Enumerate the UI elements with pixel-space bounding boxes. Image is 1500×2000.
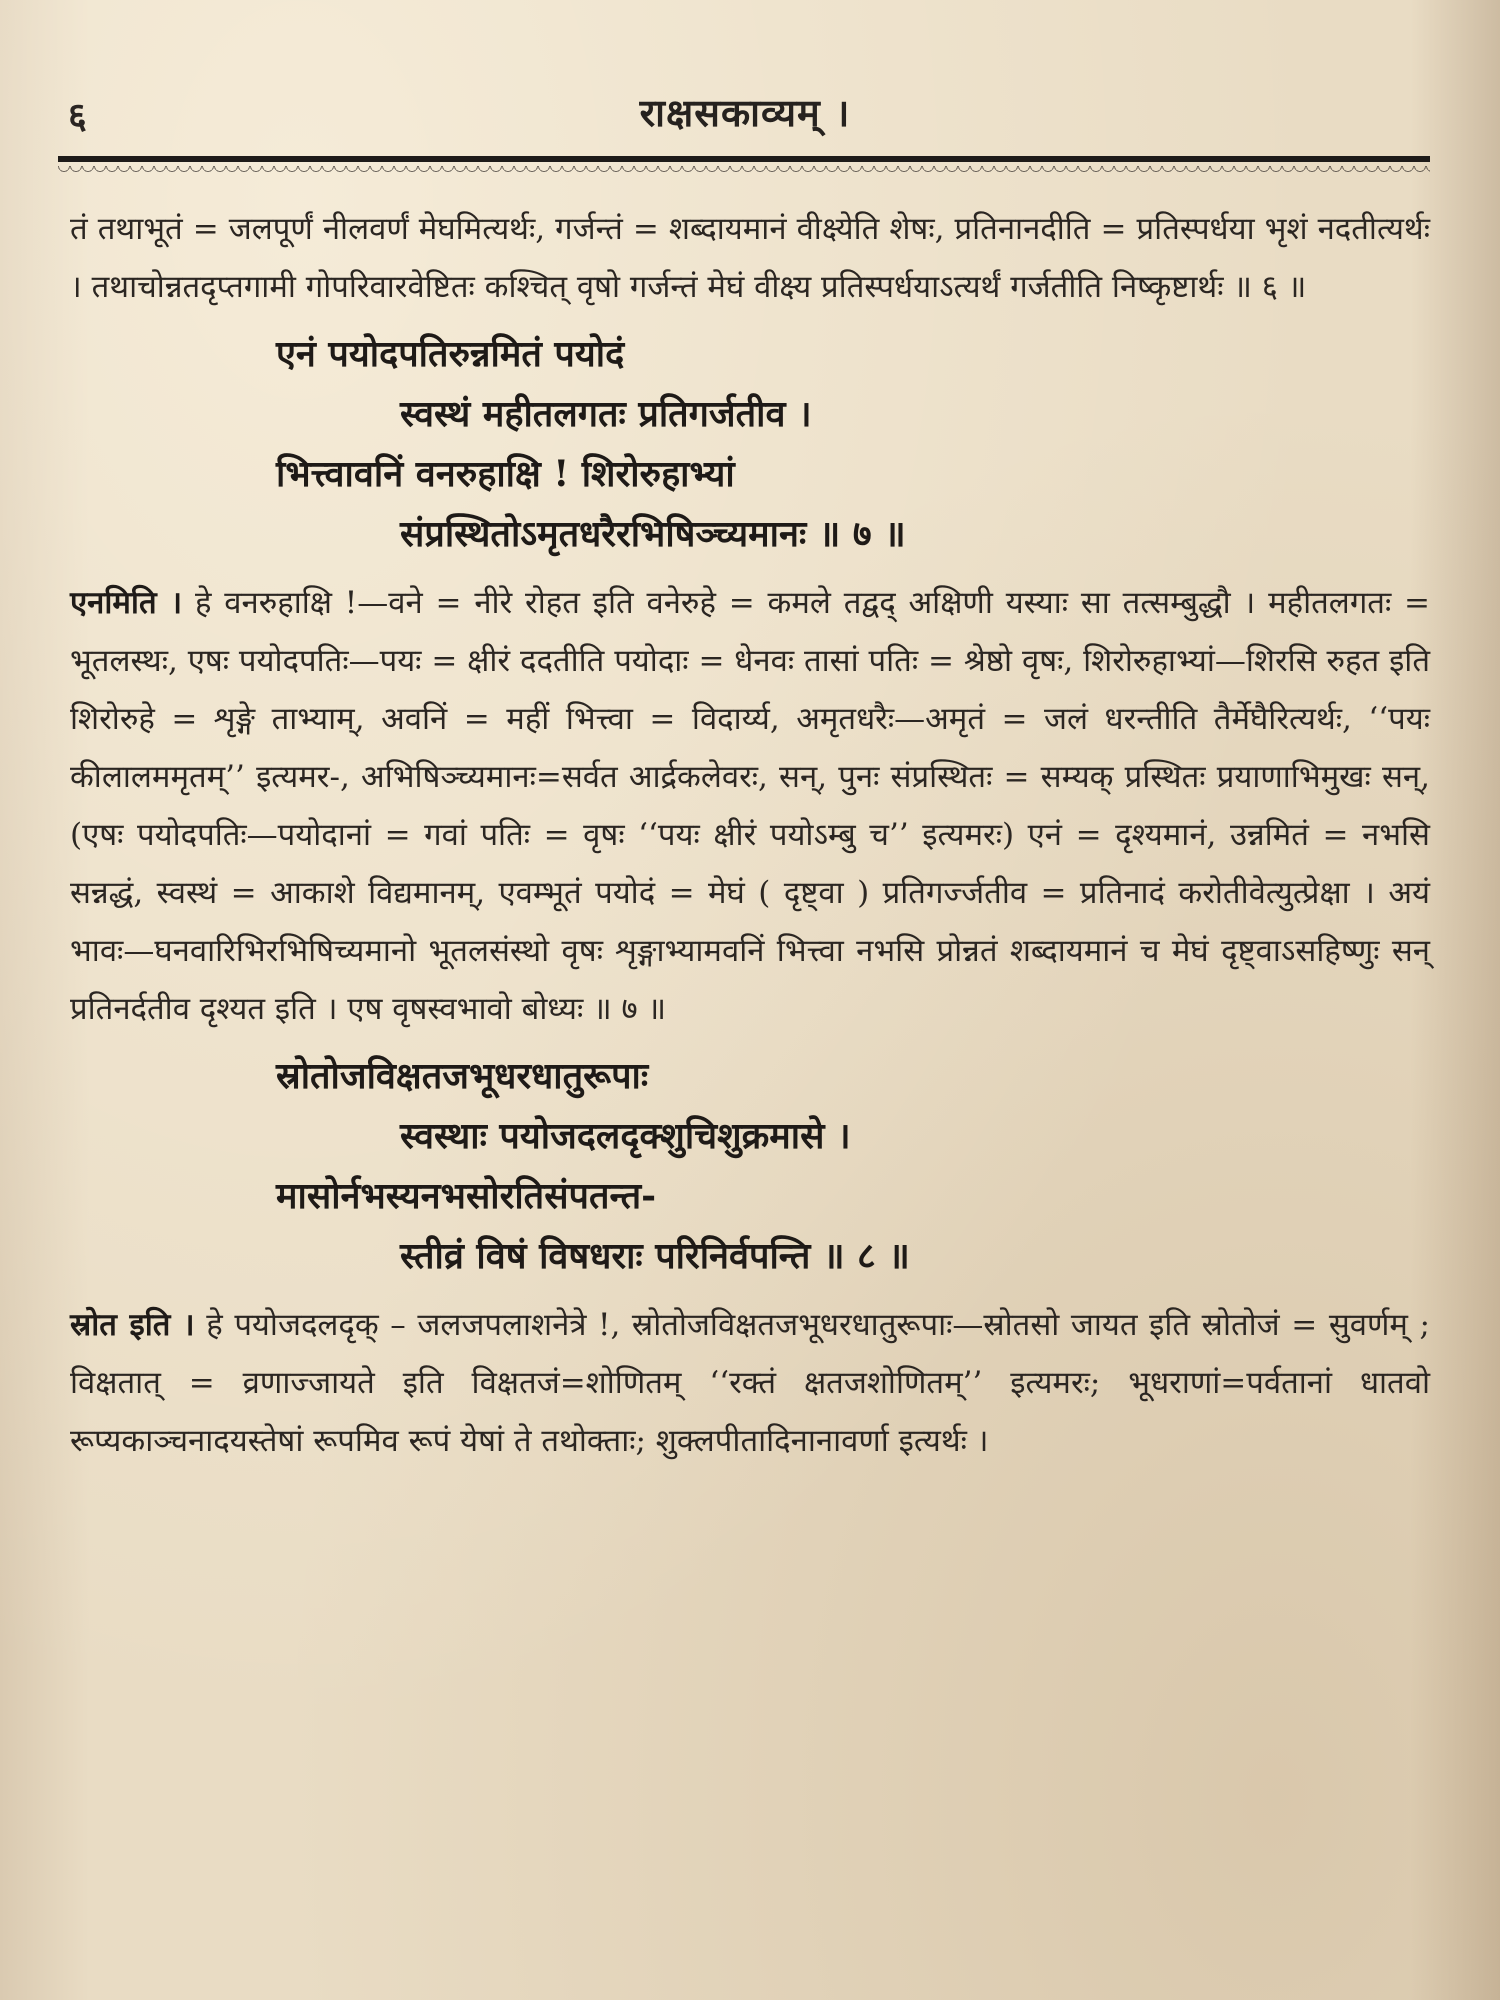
verse-line: स्तीव्रं विषं विषधराः परिनिर्वपन्ति ॥ ८ ॥ bbox=[400, 1235, 910, 1277]
page-header bbox=[60, 86, 1430, 146]
header-wavy-rule bbox=[58, 166, 1430, 174]
commentary-verse-6: तं तथाभूतं = जलपूर्णं नीलवर्णं मेघमित्यर्थः, गर्जन्तं = शब्दायमानं वीक्ष्येति शेषः, प्रतिनानदीति = प्रतिस्पर्धया भृशं नदतीत्यर्थः । तथाचोन्नतदृप्तगामी गोपरिवारवेष्टितः कश्चित् वृषो गर्जन्तं मेघं वीक्ष्य प्रतिस्पर्धयाऽत्यर्थं गर्जतीति निष्कृष्टार्थः ॥ ६ ॥ bbox=[70, 211, 1430, 305]
verse-line: भित्त्वावनिं वनरुहाक्षि ! शिरोरुहाभ्यां bbox=[276, 453, 735, 495]
commentary-verse-8 bbox=[70, 1296, 1430, 1470]
page-number: ६ bbox=[68, 95, 87, 137]
commentary-verse-7 bbox=[70, 574, 1430, 1038]
verse-7 bbox=[70, 324, 1430, 564]
commentary-lead-word: स्रोत इति । bbox=[70, 1307, 195, 1343]
verse-line: स्वस्थाः पयोजदलदृक्शुचिशुक्रमासे । bbox=[400, 1115, 851, 1157]
header-rule bbox=[58, 156, 1430, 162]
commentary-body: हे वनरुहाक्षि !—वने = नीरे रोहत इति वनेरुहे = कमले तद्वद् अक्षिणी यस्याः सा तत्सम्बुद्धौ । महीतलगतः = भूतलस्थः, एषः पयोदपतिः—पयः = क्षीरं ददतीति पयोदाः = धेनवः तासां पतिः = श्रेष्ठो वृषः, शिरोरुहाभ्यां—शिरसि रुहत इति शिरोरुहे = शृङ्गे ताभ्याम्, अवनिं = महीं भित्त्वा = विदार्य्य, अमृतधरैः—अमृतं = जलं धरन्तीति तैर्मेघैरित्यर्थः, ‘‘पयः कीलालममृतम्’’ इत्यमर-, अभिषिञ्च्यमानः=सर्वत आर्द्रकलेवरः, सन्, पुनः संप्रस्थितः = सम्यक् प्रस्थितः प्रयाणाभिमुखः सन्, (एषः पयोदपतिः—पयोदानां = गवां पतिः = वृषः ‘‘पयः क्षीरं पयोऽम्बु च’’ इत्यमरः) एनं = दृश्यमानं, उन्नमितं = नभसि सन्नद्धं, स्वस्थं = आकाशे विद्यमानम्, एवम्भूतं पयोदं = मेघं ( दृष्ट्वा ) प्रतिगर्ज्जतीव = प्रतिनादं करोतीवेत्युत्प्रेक्षा । अयं भावः—घनवारिभिरभिषिच्यमानो भूतलसंस्थो वृषः शृङ्गाभ्यामवनिं भित्त्वा नभसि प्रोन्नतं शब्दायमानं च मेघं दृष्ट्वाऽसहिष्णुः सन् प्रतिनर्दतीव दृश्यत इति । एष वृषस्वभावो बोध्यः ॥ ७ ॥ bbox=[70, 585, 1431, 1027]
page-content bbox=[70, 200, 1430, 1470]
commentary-body: हे पयोजदलदृक् – जलजपलाशनेत्रे !, स्रोतोजविक्षतजभूधरधातुरूपाः—स्रोतसो जायत इति स्रोतोजं = सुवर्णम् ; विक्षतात् = व्रणाज्जायते इति विक्षतजं=शोणितम् ‘‘रक्तं क्षतजशोणितम्’’ इत्यमरः; भूधराणां=पर्वतानां धातवो रूप्यकाञ्चनादयस्तेषां रूपमिव रूपं येषां ते तथोक्ताः; शुक्लपीतादिनानावर्णा इत्यर्थः । bbox=[70, 1307, 1431, 1459]
running-title: राक्षसकाव्यम् । bbox=[639, 90, 851, 135]
verse-line: स्रोतोजविक्षतजभूधरधातुरूपाः bbox=[276, 1055, 649, 1097]
verse-line: स्वस्थं महीतलगतः प्रतिगर्जतीव । bbox=[400, 393, 812, 435]
verse-line: मासोर्नभस्यनभसोरतिसंपतन्त- bbox=[276, 1175, 657, 1217]
verse-line: संप्रस्थितोऽमृतधरैरभिषिञ्च्यमानः ॥ ७ ॥ bbox=[400, 513, 906, 555]
verse-line: एनं पयोदपतिरुन्नमितं पयोदं bbox=[276, 333, 625, 375]
commentary-lead-word: एनमिति । bbox=[70, 585, 183, 621]
verse-8 bbox=[70, 1046, 1430, 1286]
